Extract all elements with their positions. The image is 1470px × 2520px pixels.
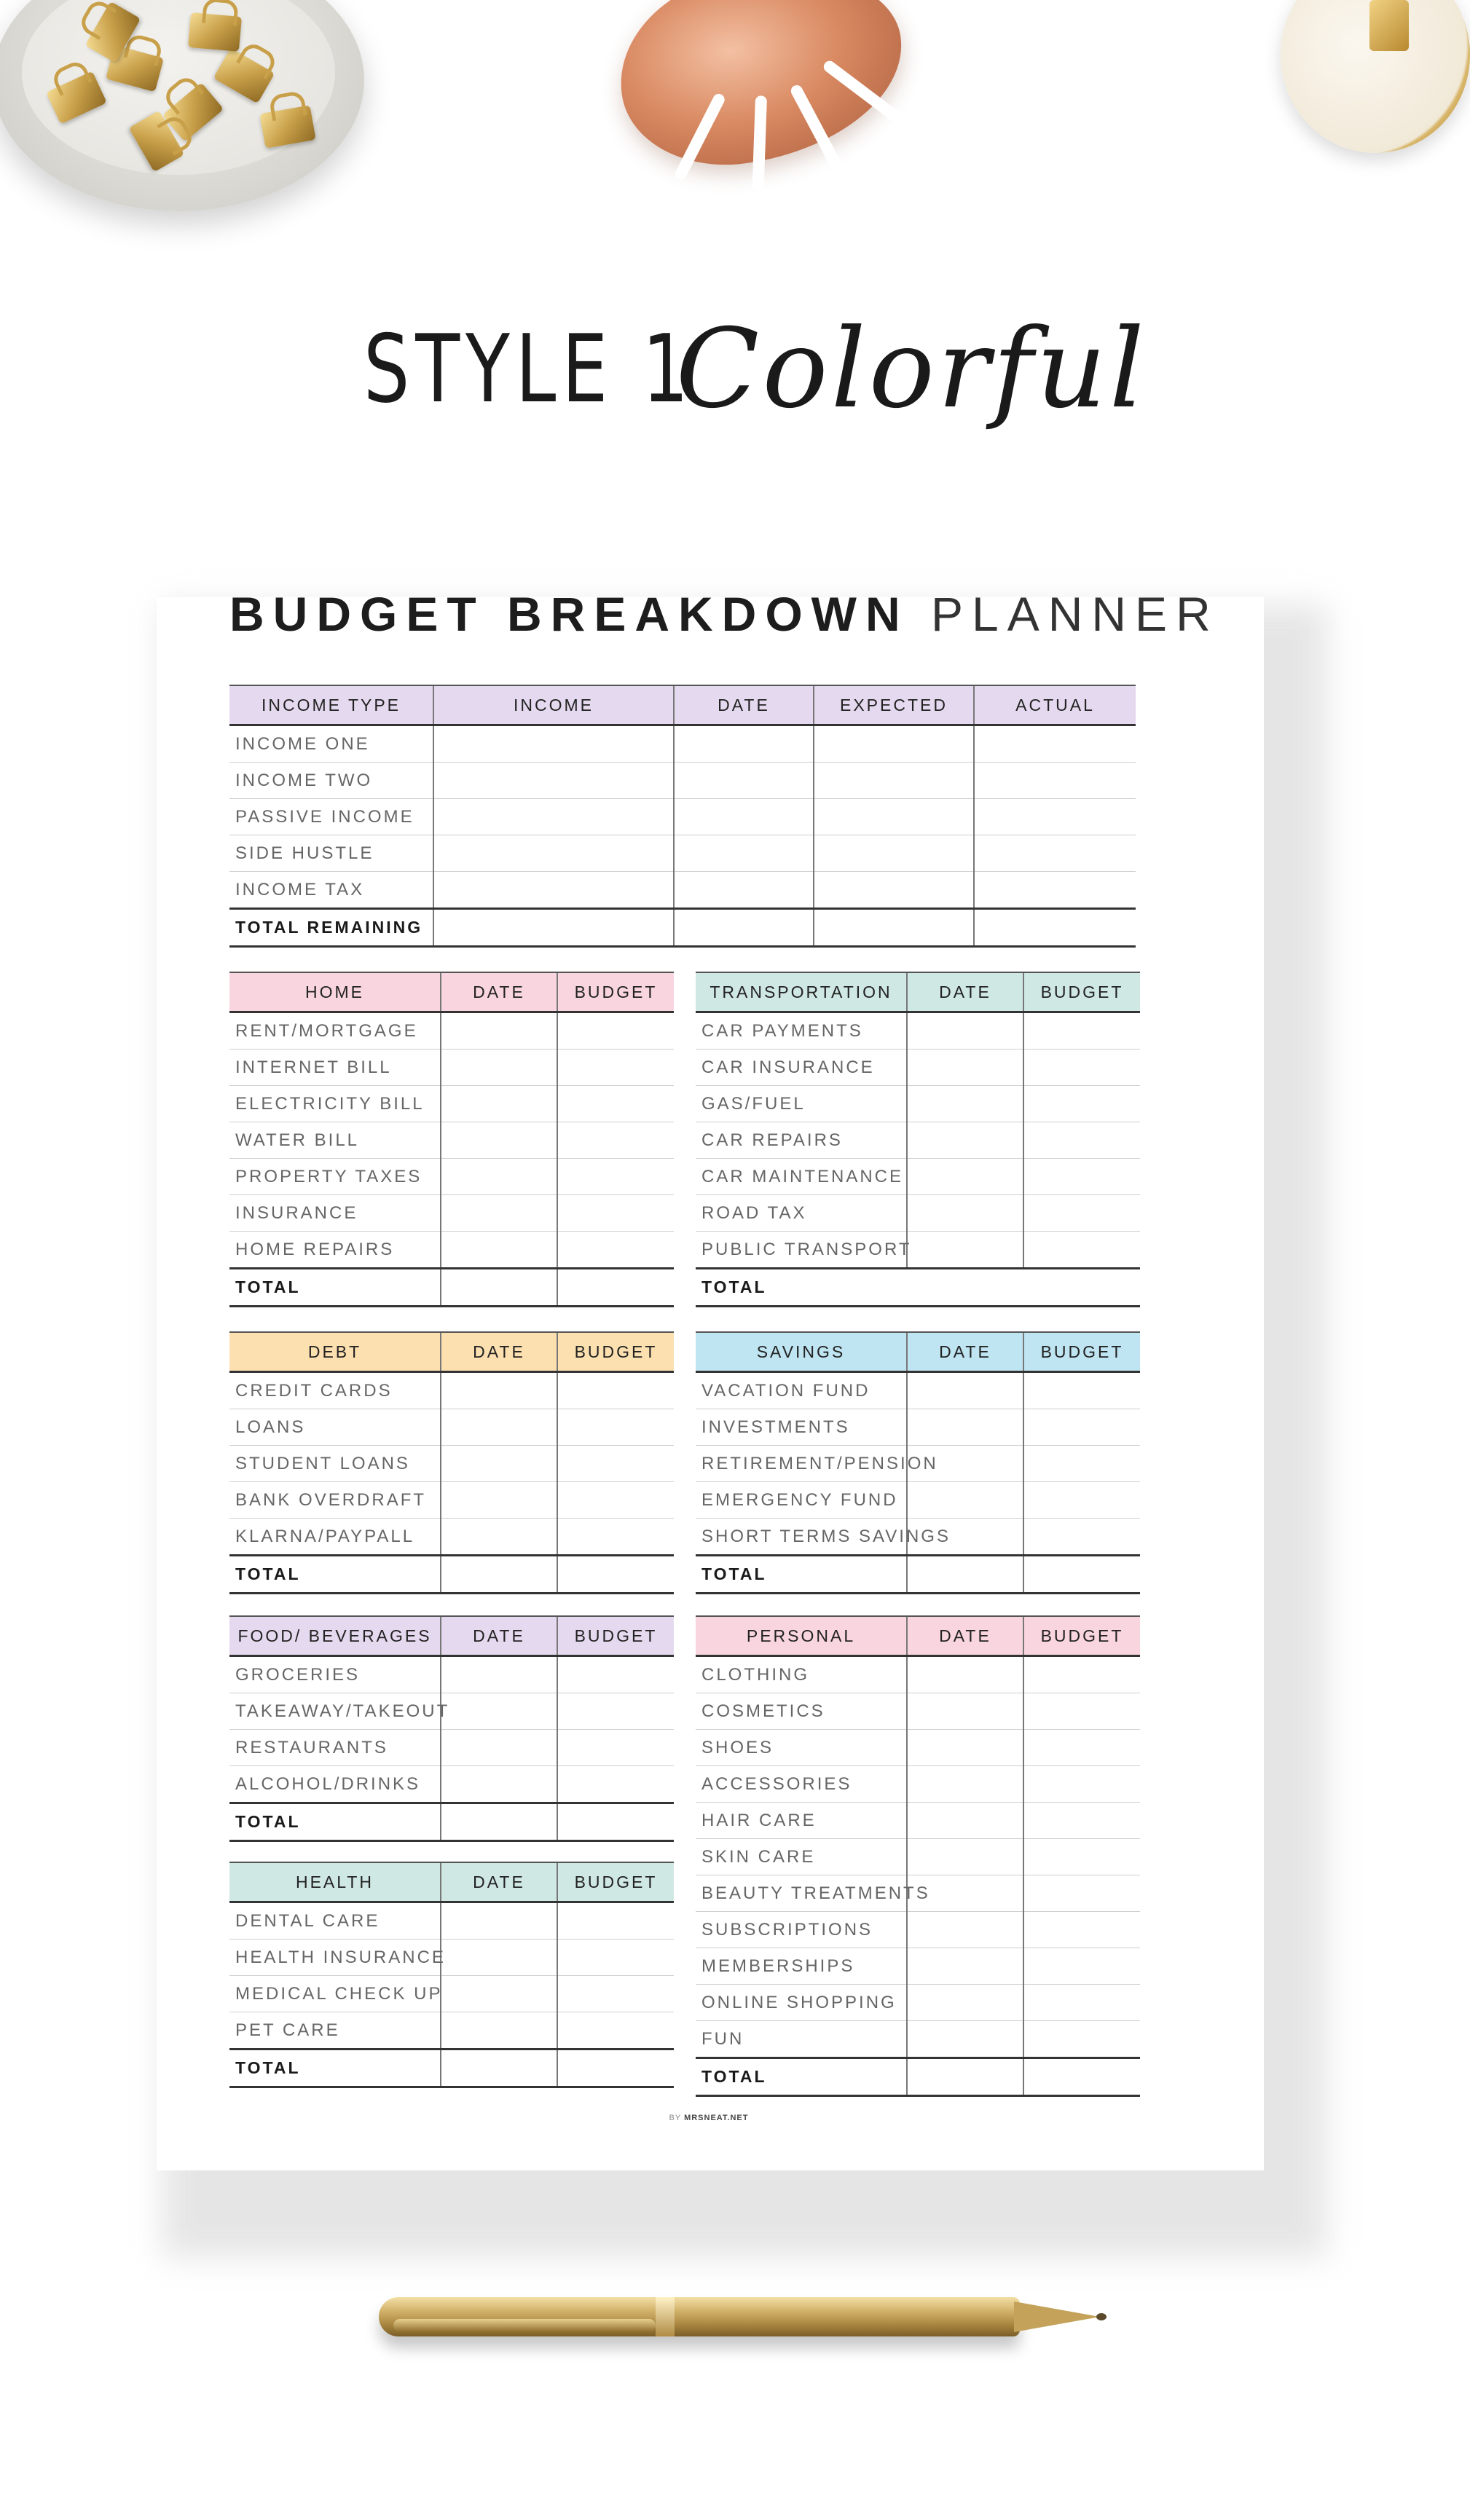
food-entry-cell[interactable] [441,1766,557,1803]
food-beverages-table [229,1615,674,1842]
home-entry-cell[interactable] [441,1232,557,1269]
table-row [696,2021,1140,2058]
debt-total-cell[interactable] [441,1556,557,1594]
food-total-cell[interactable] [441,1803,557,1841]
table-row [696,1446,1140,1482]
health-header-cell: HEALTH [229,1862,441,1902]
planner-title [229,586,1219,642]
transportation-entry-cell[interactable] [1023,1122,1140,1159]
health-entry-cell[interactable] [557,1902,674,1940]
transportation-row-label: GAS/FUEL [696,1086,907,1122]
table-row [696,1012,1140,1050]
income-header-row [229,685,1136,725]
table-row [229,1012,674,1050]
income-row-label: PASSIVE INCOME [229,799,433,835]
personal-entry-cell[interactable] [907,1656,1023,1693]
home-entry-cell[interactable] [557,1122,674,1159]
income-entry-cell[interactable] [433,799,674,835]
personal-entry-cell[interactable] [1023,1985,1140,2021]
table-row [696,1159,1140,1195]
food-row-label: TAKEAWAY/TAKEOUT [229,1693,441,1730]
table-row [229,1086,674,1122]
style-name: Colorful [675,306,1147,433]
debt-entry-cell[interactable] [441,1372,557,1409]
footer-prefix: BY [669,2114,681,2122]
table-row [229,1372,674,1409]
income-entry-cell[interactable] [674,763,814,799]
savings-row-label: INVESTMENTS [696,1409,907,1446]
income-entry-cell[interactable] [674,835,814,872]
home-entry-cell[interactable] [441,1195,557,1232]
home-total-label: TOTAL [229,1269,441,1307]
home-entry-cell[interactable] [441,1012,557,1050]
income-entry-cell[interactable] [674,872,814,909]
table-row [229,1730,674,1766]
health-total-row [229,2050,674,2087]
personal-row-label: SHOES [696,1730,907,1766]
savings-entry-cell[interactable] [907,1482,1023,1519]
debt-total-row [229,1556,674,1594]
food-entry-cell[interactable] [441,1656,557,1693]
home-entry-cell[interactable] [557,1012,674,1050]
health-row-label: DENTAL CARE [229,1902,441,1940]
gold-pen-image [379,2294,1107,2339]
transportation-header-cell: BUDGET [1023,972,1140,1012]
savings-header-cell: DATE [907,1332,1023,1372]
income-total-cell[interactable] [433,909,674,947]
savings-total-cell[interactable] [1023,1556,1140,1594]
debt-entry-cell[interactable] [441,1519,557,1556]
personal-row-label: BEAUTY TREATMENTS [696,1875,907,1912]
food-header-cell: DATE [441,1616,557,1656]
personal-row-label: ONLINE SHOPPING [696,1985,907,2021]
savings-row-label: SHORT TERMS SAVINGS [696,1519,907,1556]
home-total-row [229,1269,674,1307]
transportation-total-cell[interactable] [907,1269,1140,1307]
home-row-label: RENT/MORTGAGE [229,1012,441,1050]
debt-row-label: CREDIT CARDS [229,1372,441,1409]
personal-entry-cell[interactable] [907,1912,1023,1948]
debt-row-label: STUDENT LOANS [229,1446,441,1482]
table-row [229,763,1136,799]
health-entry-cell[interactable] [557,1940,674,1976]
personal-entry-cell[interactable] [907,1766,1023,1803]
debt-entry-cell[interactable] [557,1482,674,1519]
health-row-label: HEALTH INSURANCE [229,1940,441,1976]
personal-row-label: COSMETICS [696,1693,907,1730]
table-row [229,1693,674,1730]
debt-header-row [229,1332,674,1372]
transportation-row-label: CAR MAINTENANCE [696,1159,907,1195]
table-row [229,1902,674,1940]
transportation-header-cell: TRANSPORTATION [696,972,907,1012]
income-row-label: INCOME ONE [229,725,433,763]
home-header-cell: BUDGET [557,972,674,1012]
transportation-entry-cell[interactable] [907,1232,1023,1269]
savings-row-label: VACATION FUND [696,1372,907,1409]
food-total-label: TOTAL [229,1803,441,1841]
home-table [229,972,674,1307]
food-header-row [229,1616,674,1656]
health-entry-cell[interactable] [441,1940,557,1976]
income-entry-cell[interactable] [674,725,814,763]
home-entry-cell[interactable] [557,1086,674,1122]
personal-row-label: SKIN CARE [696,1839,907,1875]
table-row [696,1875,1140,1912]
personal-entry-cell[interactable] [1023,1803,1140,1839]
table-row [696,1766,1140,1803]
personal-total-cell[interactable] [1023,2058,1140,2096]
table-row [696,1656,1140,1693]
health-entry-cell[interactable] [441,1902,557,1940]
income-header-cell: DATE [674,685,814,725]
table-row [229,1766,674,1803]
personal-row-label: FUN [696,2021,907,2058]
transportation-entry-cell[interactable] [907,1122,1023,1159]
debt-header-cell: DATE [441,1332,557,1372]
table-row [696,1693,1140,1730]
transportation-entry-cell[interactable] [1023,1159,1140,1195]
table-row [696,1912,1140,1948]
food-entry-cell[interactable] [557,1656,674,1693]
income-row-label: INCOME TWO [229,763,433,799]
personal-entry-cell[interactable] [907,1730,1023,1766]
savings-entry-cell[interactable] [907,1409,1023,1446]
transportation-total-label: TOTAL [696,1269,907,1307]
transportation-entry-cell[interactable] [907,1086,1023,1122]
transportation-entry-cell[interactable] [907,1012,1023,1050]
savings-header-row [696,1332,1140,1372]
personal-row-label: HAIR CARE [696,1803,907,1839]
personal-entry-cell[interactable] [1023,1875,1140,1912]
table-row [696,1050,1140,1086]
table-row [229,1159,674,1195]
income-total-row [229,909,1136,947]
income-entry-cell[interactable] [433,872,674,909]
income-total-cell[interactable] [674,909,814,947]
table-row [229,725,1136,763]
income-total-label: TOTAL REMAINING [229,909,433,947]
savings-entry-cell[interactable] [907,1372,1023,1409]
table-row [229,1976,674,2012]
personal-entry-cell[interactable] [1023,1730,1140,1766]
personal-header-cell: BUDGET [1023,1616,1140,1656]
personal-table [696,1615,1140,2097]
table-row [229,1050,674,1086]
debt-table [229,1331,674,1594]
hero-title [0,306,1418,433]
income-entry-cell[interactable] [974,872,1136,909]
table-row [229,1409,674,1446]
table-row [696,1482,1140,1519]
transportation-entry-cell[interactable] [1023,1195,1140,1232]
home-total-cell[interactable] [557,1269,674,1307]
home-entry-cell[interactable] [557,1159,674,1195]
health-total-cell[interactable] [557,2050,674,2087]
home-entry-cell[interactable] [441,1122,557,1159]
table-row [229,1940,674,1976]
food-entry-cell[interactable] [557,1693,674,1730]
savings-entry-cell[interactable] [1023,1519,1140,1556]
savings-entry-cell[interactable] [1023,1446,1140,1482]
table-row [229,1656,674,1693]
gold-clip-image [1369,0,1409,51]
savings-entry-cell[interactable] [1023,1372,1140,1409]
table-row [696,1519,1140,1556]
table-row [696,1232,1140,1269]
transportation-row-label: CAR PAYMENTS [696,1012,907,1050]
transportation-row-label: PUBLIC TRANSPORT [696,1232,907,1269]
savings-total-cell[interactable] [907,1556,1023,1594]
transportation-table [696,972,1140,1307]
personal-entry-cell[interactable] [1023,1839,1140,1875]
personal-total-label: TOTAL [696,2058,907,2096]
home-row-label: WATER BILL [229,1122,441,1159]
food-entry-cell[interactable] [441,1730,557,1766]
footer-site: MRSNEAT.NET [684,2114,749,2122]
table-row [696,1948,1140,1985]
debt-entry-cell[interactable] [441,1482,557,1519]
income-row-label: INCOME TAX [229,872,433,909]
income-entry-cell[interactable] [433,763,674,799]
personal-entry-cell[interactable] [907,1839,1023,1875]
home-entry-cell[interactable] [441,1050,557,1086]
food-entry-cell[interactable] [557,1766,674,1803]
personal-entry-cell[interactable] [907,1803,1023,1839]
table-row [229,2012,674,2050]
income-table [229,685,1136,948]
home-row-label: HOME REPAIRS [229,1232,441,1269]
debt-row-label: KLARNA/PAYPALL [229,1519,441,1556]
health-table [229,1862,674,2088]
health-entry-cell[interactable] [441,1976,557,2012]
savings-entry-cell[interactable] [1023,1482,1140,1519]
debt-entry-cell[interactable] [557,1446,674,1482]
transportation-entry-cell[interactable] [1023,1050,1140,1086]
transportation-entry-cell[interactable] [907,1195,1023,1232]
transportation-entry-cell[interactable] [1023,1086,1140,1122]
savings-row-label: RETIREMENT/PENSION [696,1446,907,1482]
transportation-entry-cell[interactable] [1023,1232,1140,1269]
health-header-cell: DATE [441,1862,557,1902]
personal-entry-cell[interactable] [1023,1912,1140,1948]
transportation-row-label: ROAD TAX [696,1195,907,1232]
income-total-cell[interactable] [814,909,974,947]
table-row [696,1409,1140,1446]
personal-entry-cell[interactable] [1023,1656,1140,1693]
food-entry-cell[interactable] [441,1693,557,1730]
table-row [229,1122,674,1159]
income-entry-cell[interactable] [674,799,814,835]
table-row [229,1195,674,1232]
income-header-cell: ACTUAL [974,685,1136,725]
transportation-row-label: CAR REPAIRS [696,1122,907,1159]
health-total-label: TOTAL [229,2050,441,2087]
personal-entry-cell[interactable] [1023,2021,1140,2058]
personal-entry-cell[interactable] [907,1693,1023,1730]
food-total-row [229,1803,674,1841]
transportation-header-cell: DATE [907,972,1023,1012]
home-row-label: INTERNET BILL [229,1050,441,1086]
savings-total-row [696,1556,1140,1594]
food-row-label: ALCOHOL/DRINKS [229,1766,441,1803]
health-entry-cell[interactable] [441,2012,557,2050]
table-row [229,1232,674,1269]
debt-total-label: TOTAL [229,1556,441,1594]
home-entry-cell[interactable] [557,1232,674,1269]
income-header-cell: INCOME TYPE [229,685,433,725]
savings-header-cell: BUDGET [1023,1332,1140,1372]
personal-row-label: SUBSCRIPTIONS [696,1912,907,1948]
transportation-row-label: CAR INSURANCE [696,1050,907,1086]
savings-entry-cell[interactable] [1023,1409,1140,1446]
health-header-cell: BUDGET [557,1862,674,1902]
personal-row-label: MEMBERSHIPS [696,1948,907,1985]
food-header-cell: BUDGET [557,1616,674,1656]
home-header-cell: HOME [229,972,441,1012]
table-row [229,1519,674,1556]
table-row [696,1372,1140,1409]
health-row-label: MEDICAL CHECK UP [229,1976,441,2012]
table-row [696,1122,1140,1159]
income-total-cell[interactable] [974,909,1136,947]
savings-total-label: TOTAL [696,1556,907,1594]
table-row [696,1803,1140,1839]
food-row-label: GROCERIES [229,1656,441,1693]
home-row-label: INSURANCE [229,1195,441,1232]
income-entry-cell[interactable] [974,763,1136,799]
personal-entry-cell[interactable] [907,1948,1023,1985]
monstera-leaf-image [608,0,915,179]
debt-total-cell[interactable] [557,1556,674,1594]
planner-title-light: PLANNER [930,587,1219,641]
food-row-label: RESTAURANTS [229,1730,441,1766]
personal-entry-cell[interactable] [1023,1766,1140,1803]
table-row [696,1985,1140,2021]
personal-header-cell: DATE [907,1616,1023,1656]
table-row [229,1446,674,1482]
debt-row-label: LOANS [229,1409,441,1446]
debt-row-label: BANK OVERDRAFT [229,1482,441,1519]
personal-header-cell: PERSONAL [696,1616,907,1656]
personal-entry-cell[interactable] [907,1985,1023,2021]
personal-entry-cell[interactable] [1023,1693,1140,1730]
income-entry-cell[interactable] [814,763,974,799]
income-entry-cell[interactable] [433,835,674,872]
home-row-label: ELECTRICITY BILL [229,1086,441,1122]
food-entry-cell[interactable] [557,1730,674,1766]
health-header-row [229,1862,674,1902]
personal-header-row [696,1616,1140,1656]
style-label: STYLE 1 [363,315,695,424]
personal-entry-cell[interactable] [1023,1948,1140,1985]
home-entry-cell[interactable] [441,1159,557,1195]
income-header-cell: INCOME [433,685,674,725]
income-entry-cell[interactable] [814,799,974,835]
table-row [229,1482,674,1519]
transportation-entry-cell[interactable] [1023,1012,1140,1050]
transportation-header-row [696,972,1140,1012]
personal-total-row [696,2058,1140,2096]
personal-row-label: ACCESSORIES [696,1766,907,1803]
transportation-total-row [696,1269,1140,1307]
home-row-label: PROPERTY TAXES [229,1159,441,1195]
table-row [229,799,1136,835]
home-header-row [229,972,674,1012]
table-row [229,872,1136,909]
income-entry-cell[interactable] [974,799,1136,835]
income-row-label: SIDE HUSTLE [229,835,433,872]
table-row [696,1730,1140,1766]
home-header-cell: DATE [441,972,557,1012]
debt-header-cell: BUDGET [557,1332,674,1372]
income-entry-cell[interactable] [814,835,974,872]
binder-clips-bowl-image [0,0,364,211]
income-entry-cell[interactable] [814,872,974,909]
debt-header-cell: DEBT [229,1332,441,1372]
health-entry-cell[interactable] [557,2012,674,2050]
health-row-label: PET CARE [229,2012,441,2050]
home-entry-cell[interactable] [557,1195,674,1232]
income-entry-cell[interactable] [974,725,1136,763]
food-total-cell[interactable] [557,1803,674,1841]
income-entry-cell[interactable] [814,725,974,763]
home-total-cell[interactable] [441,1269,557,1307]
income-entry-cell[interactable] [974,835,1136,872]
table-row [696,1839,1140,1875]
savings-header-cell: SAVINGS [696,1332,907,1372]
debt-entry-cell[interactable] [557,1519,674,1556]
income-entry-cell[interactable] [433,725,674,763]
table-row [696,1195,1140,1232]
debt-entry-cell[interactable] [557,1372,674,1409]
savings-row-label: EMERGENCY FUND [696,1482,907,1519]
debt-entry-cell[interactable] [557,1409,674,1446]
personal-entry-cell[interactable] [907,2021,1023,2058]
health-entry-cell[interactable] [557,1976,674,2012]
table-row [229,835,1136,872]
transportation-entry-cell[interactable] [907,1050,1023,1086]
personal-total-cell[interactable] [907,2058,1023,2096]
home-entry-cell[interactable] [441,1086,557,1122]
footer-credit [0,2114,1418,2122]
income-header-cell: EXPECTED [814,685,974,725]
personal-row-label: CLOTHING [696,1656,907,1693]
home-entry-cell[interactable] [557,1050,674,1086]
debt-entry-cell[interactable] [441,1409,557,1446]
transportation-entry-cell[interactable] [907,1159,1023,1195]
savings-table [696,1331,1140,1594]
debt-entry-cell[interactable] [441,1446,557,1482]
health-total-cell[interactable] [441,2050,557,2087]
planner-title-bold: BUDGET BREAKDOWN [229,587,909,641]
table-row [696,1086,1140,1122]
food-header-cell: FOOD/ BEVERAGES [229,1616,441,1656]
